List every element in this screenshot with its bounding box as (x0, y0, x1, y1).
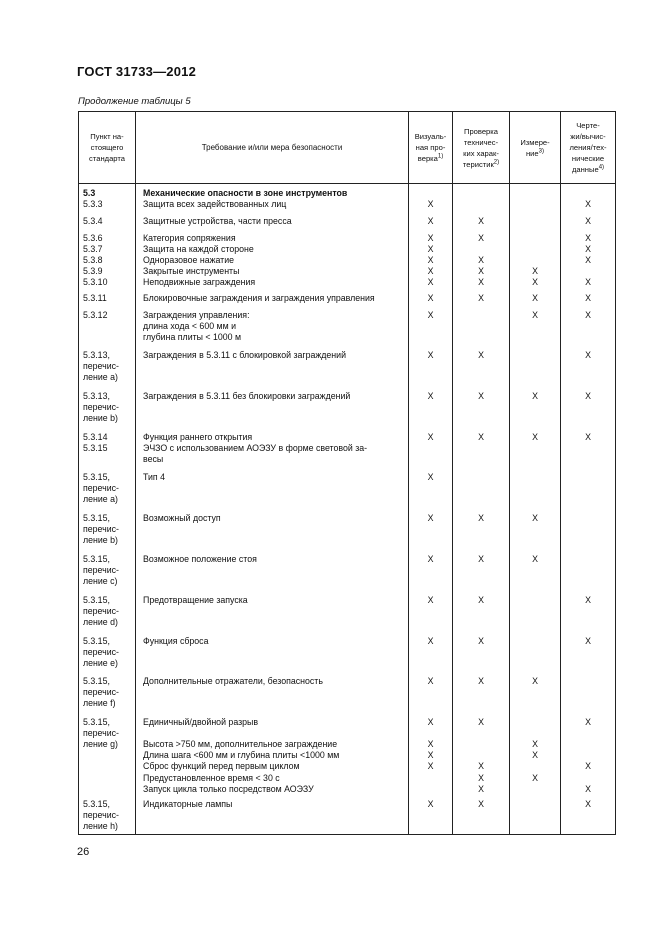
header-technical-check: Проверка техничес- ких харак- теристик$^{2)}$ (453, 112, 510, 184)
drawings-data-cell: X (561, 306, 616, 346)
technical-check-cell: X (453, 387, 510, 428)
measurement-cell: X (510, 306, 561, 346)
visual-check-cell: X (409, 184, 453, 212)
measurement-cell: X X (510, 229, 561, 289)
measurement-cell: X (510, 289, 561, 306)
clause-cell: 5.3.11 (79, 289, 136, 306)
requirement-cell: Заграждения в 5.3.11 без блокировки заграждений (136, 387, 409, 428)
section-heading: Механические опасности в зоне инструментов (143, 188, 348, 198)
visual-check-cell: X (409, 289, 453, 306)
table-row (79, 632, 616, 672)
table-row (79, 289, 616, 306)
measurement-cell (510, 184, 561, 212)
table-row (79, 184, 616, 212)
measurement-cell: X (510, 387, 561, 428)
visual-check-cell: X (409, 346, 453, 387)
drawings-data-cell: X (561, 387, 616, 428)
technical-check-cell: X X X X (453, 713, 510, 795)
table-row (79, 428, 616, 468)
drawings-data-cell (561, 550, 616, 591)
clause-cell: 5.3.15, перечис- ление a) (79, 468, 136, 509)
clause-cell: 5.3.15, перечис- ление h) (79, 795, 136, 835)
technical-check-cell: X (453, 289, 510, 306)
requirement-cell: Возможное положение стоя (136, 550, 409, 591)
drawings-data-cell: X (561, 289, 616, 306)
technical-check-cell (453, 468, 510, 509)
visual-check-cell: X (409, 591, 453, 632)
table-row (79, 346, 616, 387)
drawings-data-cell: X X X X (561, 229, 616, 289)
technical-check-cell: X (453, 428, 510, 468)
page-number: 26 (77, 846, 90, 858)
header-visual-check: Визуаль- ная про- верка$^{1)}$ (409, 112, 453, 184)
technical-check-cell: X (453, 346, 510, 387)
visual-check-cell: X (409, 632, 453, 672)
table-row (79, 591, 616, 632)
drawings-data-cell (561, 509, 616, 550)
header-drawings-data: Черте- жи/вычис- ления/тех- нические данные$^{4)}$ (561, 112, 616, 184)
drawings-data-cell (561, 672, 616, 713)
drawings-data-cell: X (561, 795, 616, 835)
technical-check-cell: X (453, 509, 510, 550)
requirement-cell: Блокировочные заграждения и заграждения управления (136, 289, 409, 306)
technical-check-cell (453, 306, 510, 346)
technical-check-cell (453, 184, 510, 212)
clause-cell: 5.3.15, перечис- ление b) (79, 509, 136, 550)
visual-check-cell: X X X X (409, 713, 453, 795)
technical-check-cell: X (453, 550, 510, 591)
requirement-cell: Заграждения в 5.3.11 с блокировкой заграждений (136, 346, 409, 387)
drawings-data-cell: X (561, 346, 616, 387)
section-number: 5.3 (83, 188, 96, 198)
table-row (79, 509, 616, 550)
requirement-cell: Функция сброса (136, 632, 409, 672)
safety-requirements-table (78, 111, 616, 835)
table-row (79, 229, 616, 289)
drawings-data-cell: X (561, 212, 616, 229)
technical-check-cell: X (453, 212, 510, 229)
requirement-cell: Защитные устройства, части пресса (136, 212, 409, 229)
measurement-cell: X (510, 428, 561, 468)
measurement-cell (510, 591, 561, 632)
clause-cell: 5.3.15, перечис- ление c) (79, 550, 136, 591)
clause-cell: 5.3.6 5.3.7 5.3.8 5.3.9 5.3.10 (79, 229, 136, 289)
measurement-cell (510, 468, 561, 509)
requirement-cell: Заграждения управления: длина хода < 600 мм и глубина плиты < 1000 м (136, 306, 409, 346)
drawings-data-cell: X (561, 591, 616, 632)
table-row (79, 468, 616, 509)
visual-check-cell: X (409, 672, 453, 713)
visual-check-cell: X (409, 509, 453, 550)
drawings-data-cell: X (561, 632, 616, 672)
requirement-cell: Единичный/двойной разрыв Высота >750 мм, дополнительное заграждение Длина шага <600 мм и глубина плиты <1000 мм Сброс функций перед первым циклом Предустановленное время < 30 с Запуск цикла только посредством АОЭЗУ (136, 713, 409, 795)
measurement-cell (510, 795, 561, 835)
table-header-row (79, 112, 616, 184)
drawings-data-cell: X (561, 428, 616, 468)
header-clause: Пункт на- стоящего стандарта (79, 112, 136, 184)
clause-cell: 5.3.4 (79, 212, 136, 229)
requirement-cell: Тип 4 (136, 468, 409, 509)
drawings-data-cell (561, 468, 616, 509)
measurement-cell: X (510, 672, 561, 713)
drawings-data-cell: X (561, 184, 616, 212)
visual-check-cell: X (409, 428, 453, 468)
clause-cell: 5.3 5.3.3 (79, 184, 136, 212)
drawings-data-cell: X X X (561, 713, 616, 795)
technical-check-cell: X (453, 672, 510, 713)
clause-cell: 5.3.15, перечис- ление f) (79, 672, 136, 713)
table-continuation-caption: Продолжение таблицы 5 (78, 96, 191, 107)
visual-check-cell: X (409, 387, 453, 428)
requirement-cell: Функция раннего открытия ЭЧЗО с использованием АОЭЗУ в форме световой за- весы (136, 428, 409, 468)
clause-cell: 5.3.15, перечис- ление d) (79, 591, 136, 632)
visual-check-cell: X (409, 306, 453, 346)
clause-cell: 5.3.12 (79, 306, 136, 346)
table-row (79, 212, 616, 229)
visual-check-cell: X (409, 550, 453, 591)
table-row (79, 306, 616, 346)
visual-check-cell: X (409, 468, 453, 509)
clause-cell: 5.3.15, перечис- ление e) (79, 632, 136, 672)
measurement-cell (510, 632, 561, 672)
header-requirement: Требование и/или мера безопасности (136, 112, 409, 184)
visual-check-cell: X (409, 212, 453, 229)
technical-check-cell: X (453, 591, 510, 632)
technical-check-cell: X (453, 632, 510, 672)
visual-check-cell: X X X X X (409, 229, 453, 289)
table-row (79, 672, 616, 713)
measurement-cell: X (510, 550, 561, 591)
technical-check-cell: X X X X (453, 229, 510, 289)
clause-cell: 5.3.13, перечис- ление b) (79, 387, 136, 428)
table-row (79, 713, 616, 795)
visual-check-cell: X (409, 795, 453, 835)
table-row (79, 387, 616, 428)
document-title: ГОСТ 31733—2012 (77, 64, 196, 79)
table-row (79, 795, 616, 835)
clause-cell: 5.3.15, перечис- ление g) (79, 713, 136, 795)
requirement-cell: Дополнительные отражатели, безопасность (136, 672, 409, 713)
clause-cell: 5.3.13, перечис- ление a) (79, 346, 136, 387)
table-row (79, 550, 616, 591)
requirement-cell: Предотвращение запуска (136, 591, 409, 632)
requirement-cell: Категория сопряжения Защита на каждой стороне Одноразовое нажатие Закрытые инструменты Неподвижные заграждения (136, 229, 409, 289)
requirement-cell: Механические опасности в зоне инструментов Защита всех задействованных лиц (136, 184, 409, 212)
clause-cell: 5.3.14 5.3.15 (79, 428, 136, 468)
measurement-cell (510, 212, 561, 229)
measurement-cell (510, 346, 561, 387)
requirement-cell: Индикаторные лампы (136, 795, 409, 835)
measurement-cell: X X X (510, 713, 561, 795)
header-measurement: Измере- ние$^{3)}$ (510, 112, 561, 184)
technical-check-cell: X (453, 795, 510, 835)
requirement-cell: Возможный доступ (136, 509, 409, 550)
measurement-cell: X (510, 509, 561, 550)
